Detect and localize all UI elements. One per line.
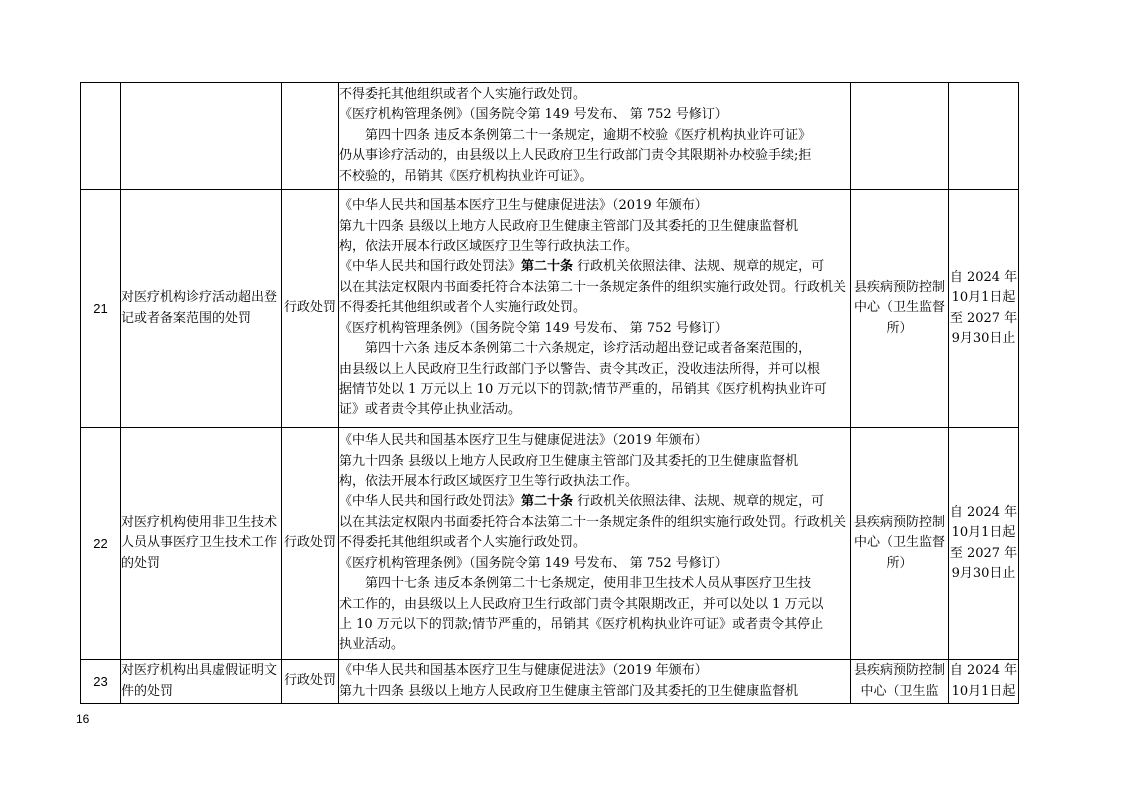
basis-law-title: 《中华人民共和国基本医疗卫生与健康促进法》（2019 年颁布） bbox=[339, 663, 708, 679]
basis-line: 以在其法定权限内书面委托符合本法第二十一条规定条件的组织实施行政处罚。行政机关 bbox=[339, 514, 847, 530]
basis-cell bbox=[339, 83, 851, 190]
item-name: 对医疗机构出具虚假证明文件的处罚 bbox=[121, 660, 282, 704]
basis-line: 不得委托其他组织或者个人实施行政处罚。 bbox=[339, 300, 587, 316]
basis-line: 构，依法开展本行政区域医疗卫生等行政执法工作。 bbox=[339, 239, 639, 255]
basis-line: 以在其法定权限内书面委托符合本法第二十一条规定条件的组织实施行政处罚。行政机关 bbox=[339, 279, 847, 295]
item-name: 对医疗机构诊疗活动超出登记或者备案范围的处罚 bbox=[121, 190, 282, 428]
basis-cell bbox=[339, 428, 851, 660]
basis-line: 第九十四条 县级以上地方人民政府卫生健康主管部门及其委托的卫生健康监督机 bbox=[339, 218, 799, 234]
item-name: 对医疗机构使用非卫生技术人员从事医疗卫生技术工作的处罚 bbox=[121, 428, 282, 660]
dept-name: 县疾病预防控制中心（卫生监督所） bbox=[851, 428, 949, 660]
basis-line: 第九十四条 县级以上地方人民政府卫生健康主管部门及其委托的卫生健康监督机 bbox=[339, 683, 799, 699]
basis-line: 据情节处以 1 万元以上 10 万元以下的罚款;情节严重的，吊销其《医疗机构执业许可 bbox=[339, 381, 827, 397]
item-cell bbox=[121, 83, 282, 190]
period-text: 自 2024 年10月1日起至 2027 年9月30日止 bbox=[949, 428, 1019, 660]
basis-line: 构，依法开展本行政区域医疗卫生等行政执法工作。 bbox=[339, 474, 639, 490]
period-text: 自 2024 年10月1日起至 2027 年9月30日止 bbox=[949, 190, 1019, 428]
row-number: 23 bbox=[93, 674, 108, 690]
basis-article: 第四十四条 违反本条例第二十一条规定，逾期不校验《医疗机构执业许可证》 bbox=[365, 127, 812, 143]
table-row bbox=[81, 190, 1019, 428]
law-text: 行政机关依照法律、法规、规章的规定，可 bbox=[573, 494, 825, 510]
basis-line: 不得委托其他组织或者个人实施行政处罚。 bbox=[339, 86, 587, 102]
table-row bbox=[81, 660, 1019, 704]
enforcement-table bbox=[80, 82, 1019, 704]
basis-cell bbox=[339, 190, 851, 428]
dept-cell bbox=[851, 83, 949, 190]
row-number-cell bbox=[81, 83, 121, 190]
basis-law-title: 《医疗机构管理条例》（国务院令第 149 号发布、 第 752 号修订） bbox=[339, 555, 728, 571]
page-number: 16 bbox=[76, 712, 90, 726]
basis-article: 第四十七条 违反本条例第二十七条规定，使用非卫生技术人员从事医疗卫生技 bbox=[365, 576, 812, 592]
basis-line: 第九十四条 县级以上地方人民政府卫生健康主管部门及其委托的卫生健康监督机 bbox=[339, 453, 799, 469]
dept-name: 县疾病预防控制中心（卫生监督所） bbox=[851, 190, 949, 428]
table-row bbox=[81, 428, 1019, 660]
basis-law-title: 《医疗机构管理条例》（国务院令第 149 号发布、 第 752 号修订） bbox=[339, 107, 728, 123]
basis-line: 由县级以上人民政府卫生行政部门予以警告、责令其改正，没收违法所得，并可以根 bbox=[339, 361, 821, 377]
row-number: 22 bbox=[93, 536, 108, 552]
article-number: 第二十条 bbox=[521, 259, 574, 275]
basis-article: 第四十六条 违反本条例第二十六条规定，诊疗活动超出登记或者备案范围的， bbox=[365, 341, 812, 357]
basis-line: 上 10 万元以下的罚款;情节严重的，吊销其《医疗机构执业许可证》或者责令其停止 bbox=[339, 616, 824, 632]
basis-law-title bbox=[339, 492, 850, 512]
basis-law-title bbox=[339, 257, 850, 277]
article-number: 第二十条 bbox=[521, 494, 574, 510]
row-number: 21 bbox=[93, 301, 108, 317]
type-cell bbox=[282, 83, 339, 190]
table-row-continuation bbox=[81, 83, 1019, 190]
dept-name: 县疾病预防控制中心（卫生监 bbox=[851, 660, 949, 704]
basis-law-title: 《医疗机构管理条例》（国务院令第 149 号发布、 第 752 号修订） bbox=[339, 320, 728, 336]
period-text: 自 2024 年10月1日起 bbox=[949, 660, 1019, 704]
basis-law-title: 《中华人民共和国基本医疗卫生与健康促进法》（2019 年颁布） bbox=[339, 433, 708, 449]
basis-line: 仍从事诊疗活动的，由县级以上人民政府卫生行政部门责令其限期补办校验手续;拒 bbox=[339, 148, 812, 164]
row-number-cell bbox=[81, 428, 121, 660]
basis-line: 不校验的，吊销其《医疗机构执业许可证》。 bbox=[339, 168, 593, 184]
row-number-cell bbox=[81, 190, 121, 428]
type-label: 行政处罚 bbox=[282, 190, 339, 428]
type-label: 行政处罚 bbox=[282, 428, 339, 660]
law-name: 《中华人民共和国行政处罚法》 bbox=[339, 259, 522, 275]
basis-line: 不得委托其他组织或者个人实施行政处罚。 bbox=[339, 535, 587, 551]
basis-line: 术工作的，由县级以上人民政府卫生行政部门责令其限期改正，并可以处以 1 万元以 bbox=[339, 596, 824, 612]
row-number-cell bbox=[81, 660, 121, 704]
period-cell bbox=[949, 83, 1019, 190]
law-text: 行政机关依照法律、法规、规章的规定，可 bbox=[573, 259, 825, 275]
law-name: 《中华人民共和国行政处罚法》 bbox=[339, 494, 522, 510]
basis-line: 证》或者责令其停止执业活动。 bbox=[339, 402, 522, 418]
type-label: 行政处罚 bbox=[282, 660, 339, 704]
basis-law-title: 《中华人民共和国基本医疗卫生与健康促进法》（2019 年颁布） bbox=[339, 198, 708, 214]
basis-cell bbox=[339, 660, 851, 704]
basis-line: 执业活动。 bbox=[339, 637, 405, 653]
